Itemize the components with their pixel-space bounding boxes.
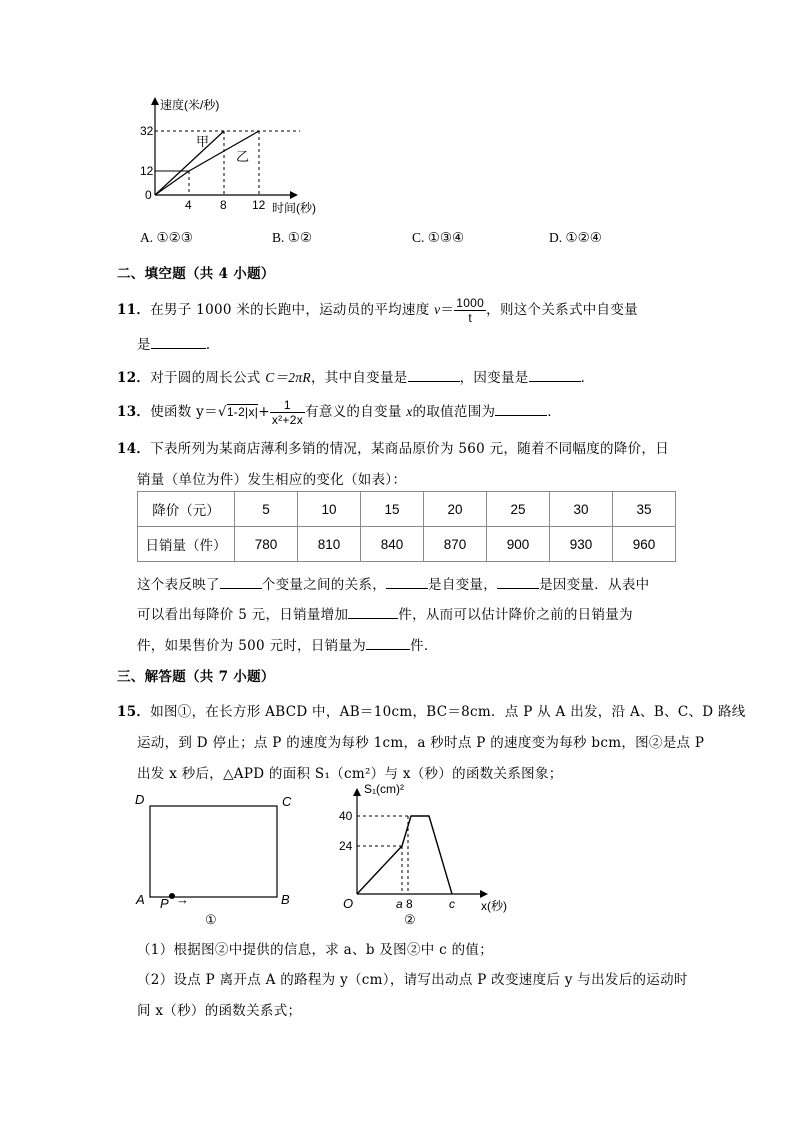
corner-b: B (281, 892, 290, 907)
table-cell: 960 (613, 527, 676, 562)
y-axis-arrow (151, 97, 159, 105)
point-p (169, 893, 175, 899)
table-cell: 15 (361, 492, 424, 527)
speed-time-graph (140, 95, 330, 220)
question-14-line4: 可以看出每降价 5 元，日销量增加 件，从而可以估计降价之前的日销量为 (137, 607, 633, 623)
figure-2-caption: ② (404, 912, 416, 927)
question-15-line3: 出发 x 秒后，△APD 的面积 S₁（cm²）与 x（秒）的函数关系图象； (137, 766, 563, 782)
table-row (138, 492, 676, 527)
point-p-label: P (160, 896, 169, 911)
table-cell: 35 (613, 492, 676, 527)
row-header-price-cut: 降价（元） (138, 492, 235, 527)
q13-fraction: $\frac{1}{\text{x²+2x}}$ (271, 398, 304, 427)
table-cell: 10 (298, 492, 361, 527)
choice-a: A. ①②③ (140, 230, 193, 245)
table-cell: 840 (361, 527, 424, 562)
question-13: 13．使函数 y＝√1-2|x|+ $\frac{1}{\text{x²+2x}}$ 有意义的自变量 x的取值范围为 ． (117, 398, 562, 427)
question-15-line2: 运动，到 D 停止；点 P 的速度为每秒 1cm，a 秒时点 P 的速度变为每秒 bcm，图②是点 P (137, 735, 705, 751)
label-jia: 甲 (196, 134, 210, 149)
answer-blank[interactable] (495, 403, 547, 416)
choice-d: D. ①②④ (549, 230, 602, 245)
question-15-sub1: （1）根据图②中提供的信息，求 a、b 及图②中 c 的值； (137, 942, 494, 958)
question-14: 14．下表所列为某商店薄利多销的情况，某商品原价为 560 元，随着不同幅度的降价，日 (117, 441, 670, 457)
table-cell: 870 (424, 527, 487, 562)
table-cell: 810 (298, 527, 361, 562)
rectangle-abcd (150, 806, 277, 897)
area-function-line (357, 816, 452, 894)
line-yi-seg1 (155, 171, 189, 195)
x-tick-8: 8 (220, 198, 227, 212)
answer-blank[interactable] (497, 576, 539, 589)
x-tick-a: a (396, 897, 403, 911)
corner-c: C (282, 794, 292, 809)
answer-blank[interactable] (408, 369, 460, 382)
table-cell: 780 (235, 527, 298, 562)
question-11-line2: 是 ． (137, 337, 220, 353)
table-cell: 20 (424, 492, 487, 527)
sqrt-sign: √ (217, 404, 227, 420)
label-yi: 乙 (236, 149, 250, 164)
section-3-title: 三、解答题（共 7 小题） (117, 669, 275, 685)
x-axis-label: 时间(秒) (272, 201, 316, 215)
y-tick-40: 40 (339, 809, 353, 823)
table-cell: 5 (235, 492, 298, 527)
direction-arrow-icon: → (176, 892, 189, 907)
corner-d: D (135, 792, 145, 807)
table-cell: 930 (550, 527, 613, 562)
choice-c: C. ①③④ (412, 230, 465, 245)
section-2-title: 二、填空题（共 4 小题） (117, 266, 275, 282)
sales-table (137, 491, 676, 562)
table-cell: 900 (487, 527, 550, 562)
origin-label: 0 (145, 188, 152, 202)
rectangle-figure (132, 790, 302, 930)
question-14-line5: 件，如果售价为 500 元时，日销量为 件． (137, 638, 438, 654)
answer-blank[interactable] (151, 336, 206, 349)
corner-a: A (136, 892, 145, 907)
y-tick-12: 12 (140, 164, 154, 178)
q11-fraction: $\frac{1000}{t}$ (456, 296, 485, 325)
answer-blank[interactable] (366, 637, 410, 650)
sqrt-body: 1-2|x| (226, 405, 259, 419)
question-12: 12．对于圆的周长公式 C＝2πR，其中自变量是 ，因变量是 ． (117, 370, 595, 386)
y-axis-label: 速度(米/秒) (160, 98, 220, 112)
x-axis-label: x(秒) (481, 899, 507, 913)
y-tick-24: 24 (339, 839, 353, 853)
origin-label: O (343, 896, 354, 911)
row-header-daily-sales: 日销量（件） (138, 527, 235, 562)
question-15: 15．如图①，在长方形 ABCD 中，AB＝10cm，BC＝8cm．点 P 从 A 出发，沿 A、B、C、D 路线 (117, 704, 746, 720)
x-tick-12: 12 (252, 198, 266, 212)
question-11: 11．在男子 1000 米的长跑中，运动员的平均速度 v＝ $\frac{1000}{t}$ ，则这个关系式中自变量 (117, 296, 638, 325)
table-cell: 25 (487, 492, 550, 527)
figure-1-caption: ① (205, 912, 217, 927)
answer-blank[interactable] (220, 576, 262, 589)
question-15-sub2: （2）设点 P 离开点 A 的路程为 y（cm），请写出动点 P 改变速度后 y 与出发后的运动时 (137, 972, 688, 988)
y-tick-32: 32 (140, 124, 154, 138)
x-tick-8: 8 (406, 897, 413, 911)
question-14-line2: 销量（单位为件）发生相应的变化（如表）： (137, 472, 407, 488)
y-axis-label: S₁(cm)² (364, 782, 405, 796)
area-time-graph (330, 778, 520, 933)
question-15-sub2-line2: 间 x（秒）的函数关系式； (137, 1003, 302, 1019)
y-axis-arrow (353, 788, 361, 796)
answer-blank[interactable] (348, 606, 398, 619)
question-14-line3: 这个表反映了 个变量之间的关系， 是自变量， 是因变量．从表中 (137, 577, 650, 593)
answer-blank[interactable] (529, 369, 581, 382)
table-row (138, 527, 676, 562)
answer-blank[interactable] (386, 576, 428, 589)
x-tick-4: 4 (185, 198, 192, 212)
x-axis-arrow (480, 890, 488, 898)
table-cell: 30 (550, 492, 613, 527)
choice-b: B. ①② (272, 230, 312, 245)
x-tick-c: c (449, 897, 455, 911)
x-axis-arrow (290, 191, 298, 199)
